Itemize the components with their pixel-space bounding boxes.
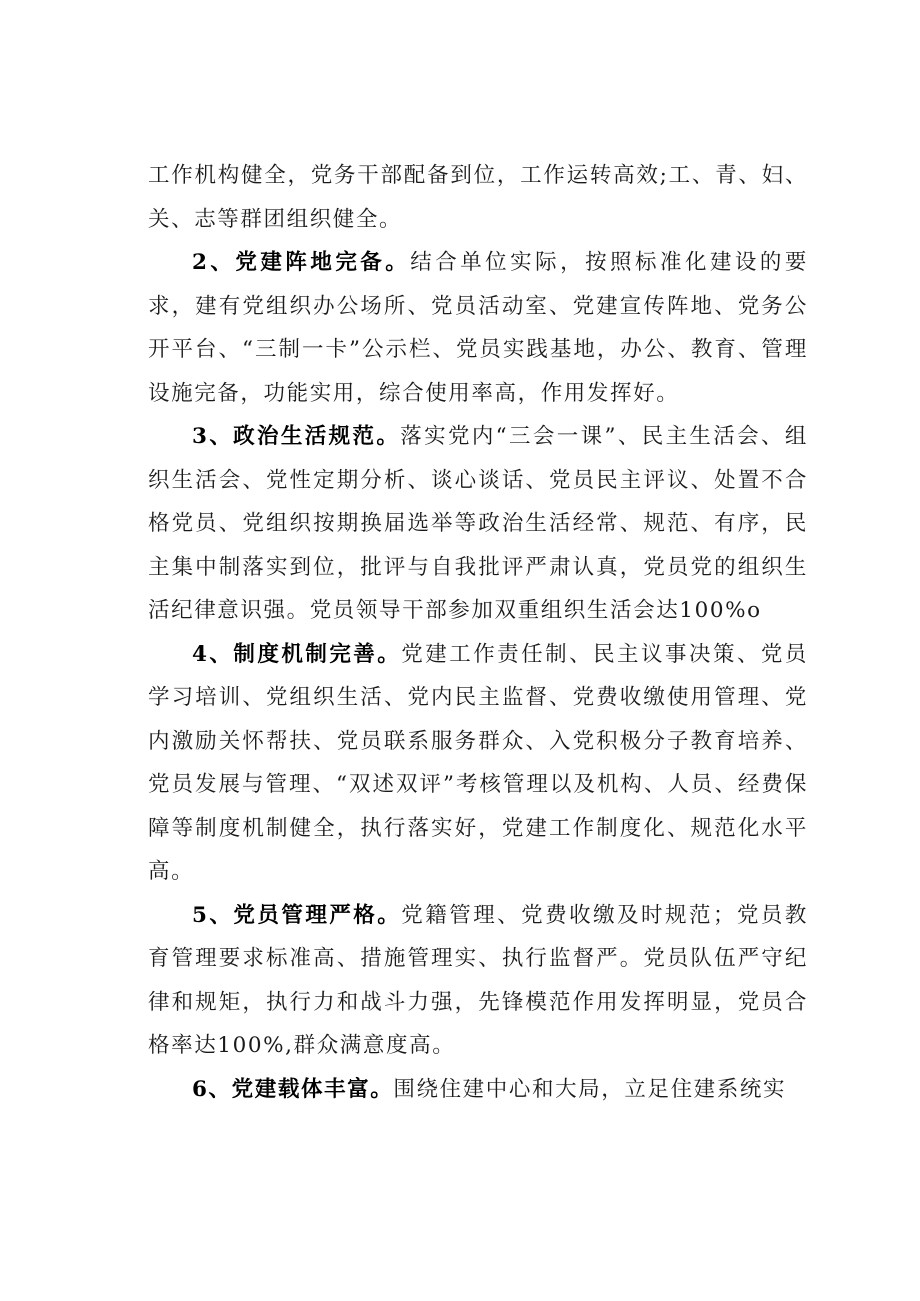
paragraph-6	[148, 1068, 808, 1112]
paragraph-4	[148, 633, 808, 894]
paragraph-heading: 5、党员管理严格。	[192, 902, 402, 928]
document-body	[148, 154, 808, 1111]
paragraph-heading: 6、党建载体丰富。	[192, 1076, 394, 1102]
paragraph-text: 工作机构健全，党务干部配备到位，工作运转高效;工、青、妇、关、志等群团组织健全。	[148, 163, 808, 232]
paragraph-text: 党籍管理、党费收缴及时规范；党员教育管理要求标准高、措施管理实、执行监督严。党员队伍严守纪律和规矩，执行力和战斗力强，先锋模范作用发挥明显，党员合格率达100%,群众满意度高。	[148, 902, 808, 1058]
paragraph-text: 围绕住建中心和大局，立足住建系统实	[393, 1076, 787, 1102]
paragraph-1	[148, 154, 808, 241]
paragraph-3	[148, 415, 808, 633]
paragraph-text: 结合单位实际，按照标准化建设的要求，建有党组织办公场所、党员活动室、党建宣传阵地、党务公开平台、“三制一卡”公示栏、党员实践基地，办公、教育、管理设施完备，功能实用，综合使用率高，作用发挥好。	[148, 250, 808, 406]
paragraph-text: 落实党内“三会一课”、民主生活会、组织生活会、党性定期分析、谈心谈话、党员民主评议、处置不合格党员、党组织按期换届选举等政治生活经常、规范、有序，民主集中制落实到位，批评与自我批评严肃认真，党员党的组织生活纪律意识强。党员领导干部参加双重组织生活会达100%o	[148, 424, 808, 623]
paragraph-heading: 4、制度机制完善。	[192, 641, 402, 667]
paragraph-2	[148, 241, 808, 415]
paragraph-text: 党建工作责任制、民主议事决策、党员学习培训、党组织生活、党内民主监督、党费收缴使用管理、党内激励关怀帮扶、党员联系服务群众、入党积极分子教育培养、党员发展与管理、“双述双评”考核管理以及机构、人员、经费保障等制度机制健全，执行落实好，党建工作制度化、规范化水平高。	[148, 641, 808, 884]
paragraph-5	[148, 894, 808, 1068]
paragraph-heading: 3、政治生活规范。	[192, 424, 401, 449]
paragraph-heading: 2、党建阵地完备。	[192, 250, 411, 275]
